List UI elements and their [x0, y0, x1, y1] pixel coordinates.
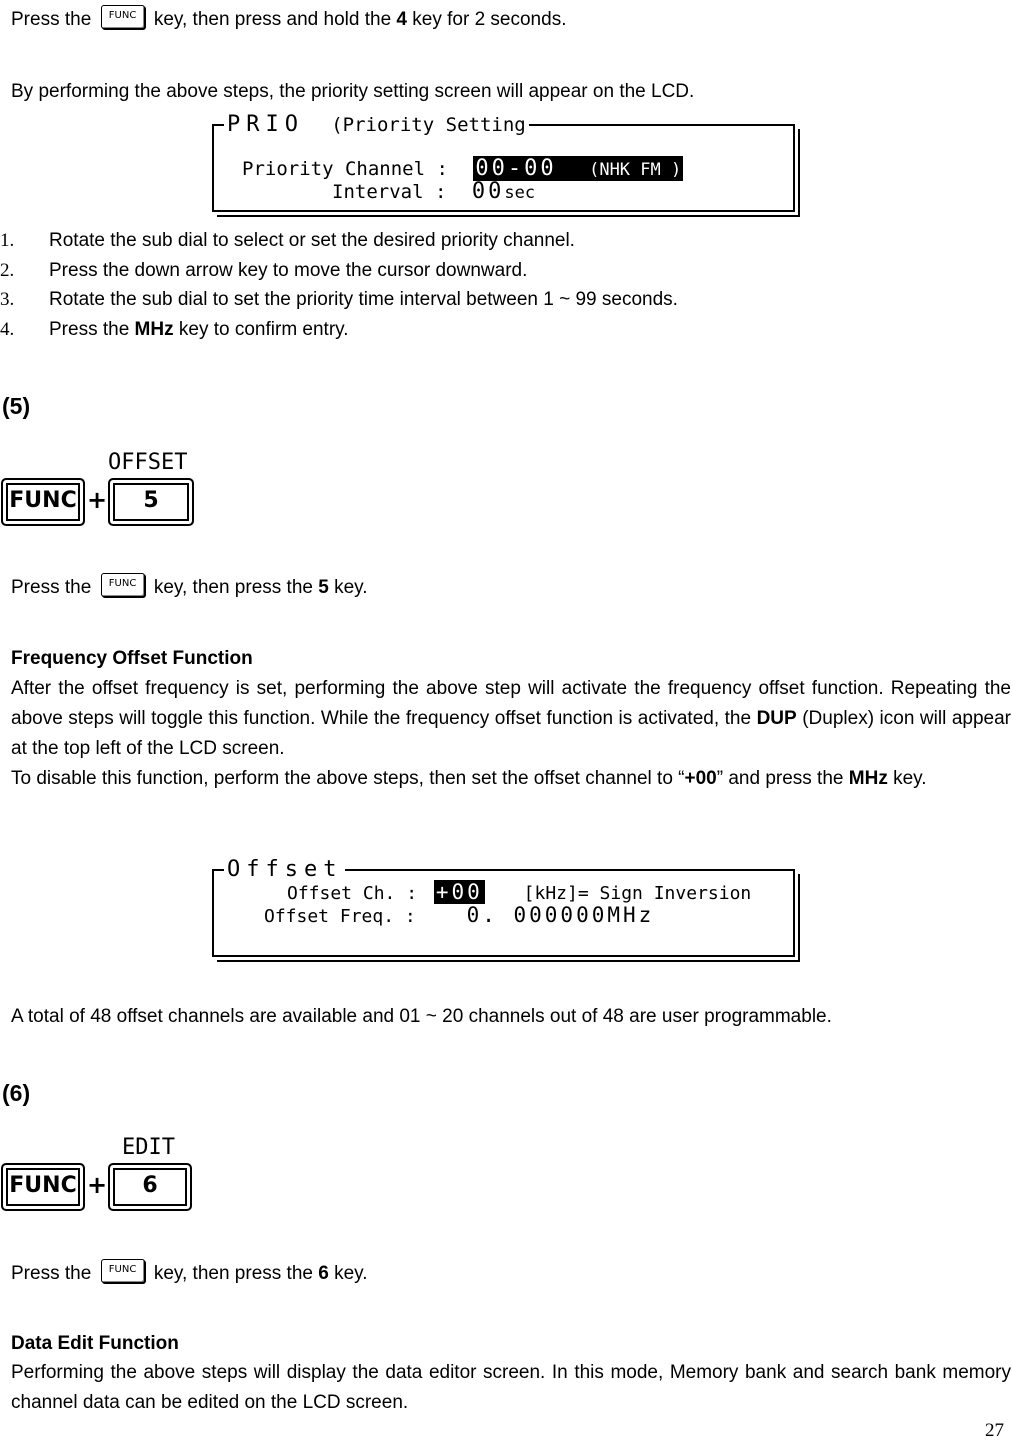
func-edit-key-combo [0, 1135, 200, 1215]
priority-channel-value: 00-00 (NHK FM ) [475, 156, 682, 181]
interval-row [332, 179, 535, 204]
offset-frequency-value: 0. 000000MHz [466, 903, 655, 927]
priority-lcd-screen [212, 112, 795, 212]
func-key-icon: FUNC [101, 573, 145, 597]
text: Press the [11, 9, 92, 30]
func-offset-key-combo [0, 450, 200, 530]
section5-paragraph1: After the offset frequency is set, performing the above step will activate the frequency offset function. Repeating the above steps will toggle this function. While the frequency offset function is activated, the DUP (Duplex) icon will appear at the top left of the LCD screen. [11, 678, 1012, 759]
intro-result: By performing the above steps, the priority setting screen will appear on the LCD. [11, 81, 695, 102]
section5-footer: A total of 48 offset channels are available and 01 ~ 20 channels out of 48 are user programmable. [11, 1006, 832, 1027]
section6-subtitle: Data Edit Function [11, 1333, 179, 1354]
section5-subtitle: Frequency Offset Function [11, 648, 253, 669]
func-key-icon: FUNC [1, 1163, 85, 1211]
interval-value: 00 [471, 179, 505, 204]
number-key-icon: 5 [108, 478, 194, 526]
interval-unit: sec [504, 183, 536, 203]
interval-label: Interval : [332, 181, 447, 203]
intro-instruction [11, 8, 566, 32]
offset-channel-label: Offset Ch. : [287, 883, 418, 904]
list-item: 2. Press the down arrow key to move the cursor downward. [0, 259, 528, 281]
section5-paragraph2: To disable this function, perform the above steps, then set the offset channel to “+00” and press the MHz key. [11, 768, 927, 789]
section-heading: (6) [2, 1080, 31, 1106]
offset-channel-note: [kHz]= Sign Inversion [523, 883, 752, 904]
func-key-icon: FUNC [101, 1259, 145, 1283]
section-heading: (5) [2, 393, 31, 419]
offset-lcd-screen [212, 857, 795, 957]
plus-icon: + [87, 1171, 108, 1199]
plus-icon: + [87, 486, 108, 514]
text: key, then press and hold the [153, 9, 392, 30]
offset-channel-row [287, 880, 751, 904]
combo-label: OFFSET [108, 450, 188, 475]
func-key-icon: FUNC [1, 478, 85, 526]
steps-list [0, 229, 678, 347]
text: key for 2 seconds. [412, 9, 567, 30]
section5-instruction: Press the FUNC key, then press the 5 key. [11, 576, 368, 600]
section6-paragraph: Performing the above steps will display the data editor screen. In this mode, Memory bank and search bank memory channel data can be edited on the LCD screen. [11, 1362, 1011, 1413]
number-key-icon: 6 [108, 1163, 192, 1211]
offset-frequency-label: Offset Freq. : [264, 906, 416, 927]
priority-channel-row [242, 156, 683, 181]
lcd-title: Offset [224, 857, 345, 882]
key-number: 4 [396, 9, 407, 30]
page-number: 27 [985, 1420, 1004, 1441]
offset-frequency-row [264, 903, 654, 927]
lcd-title: PRIO (Priority Setting [224, 112, 529, 137]
func-key-icon: FUNC [101, 5, 145, 29]
list-item: 3. Rotate the sub dial to set the priority time interval between 1 ~ 99 seconds. [0, 289, 678, 310]
list-item: 4. Press the MHz key to confirm entry. [0, 318, 349, 340]
section6-instruction: Press the FUNC key, then press the 6 key. [11, 1262, 368, 1286]
list-item: 1. Rotate the sub dial to select or set the desired priority channel. [0, 230, 575, 251]
combo-label: EDIT [122, 1135, 175, 1160]
priority-channel-label: Priority Channel : [242, 158, 448, 180]
offset-channel-value: +00 [435, 880, 483, 904]
